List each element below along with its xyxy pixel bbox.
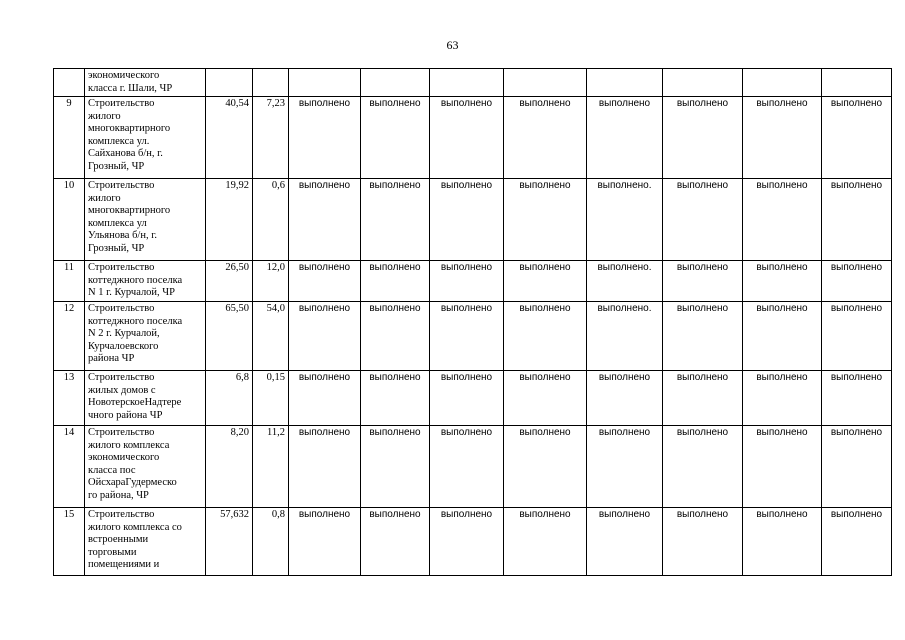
- status-cell: выполнено: [743, 302, 822, 371]
- value-1: 40,54: [206, 97, 253, 179]
- value-2: 12,0: [253, 261, 289, 302]
- status-cell: выполнено: [743, 371, 822, 426]
- status-cell: выполнено: [743, 261, 822, 302]
- table-row: [54, 371, 892, 426]
- status-cell: выполнено: [504, 302, 587, 371]
- row-number: 15: [54, 508, 85, 576]
- status-cell: выполнено: [822, 426, 892, 508]
- status-cell: выполнено.: [587, 302, 663, 371]
- object-name: [85, 97, 206, 179]
- status-cell: выполнено: [361, 371, 430, 426]
- status-cell: выполнено: [822, 508, 892, 576]
- program-table: [53, 68, 892, 576]
- status-cell: [663, 69, 743, 97]
- status-cell: выполнено: [822, 261, 892, 302]
- status-cell: выполнено: [430, 97, 504, 179]
- status-cell: выполнено: [504, 426, 587, 508]
- status-cell: выполнено: [504, 508, 587, 576]
- value-2: 0,6: [253, 179, 289, 261]
- status-cell: выполнено: [430, 508, 504, 576]
- status-cell: выполнено: [663, 371, 743, 426]
- status-cell: выполнено: [822, 371, 892, 426]
- status-cell: [822, 69, 892, 97]
- status-cell: выполнено: [289, 426, 361, 508]
- table-row: [54, 69, 892, 97]
- status-cell: выполнено: [504, 371, 587, 426]
- value-2: 0,8: [253, 508, 289, 576]
- table-row: [54, 179, 892, 261]
- status-cell: выполнено: [504, 97, 587, 179]
- status-cell: выполнено: [289, 371, 361, 426]
- status-cell: [361, 69, 430, 97]
- status-cell: выполнено: [743, 179, 822, 261]
- value-2: [253, 69, 289, 97]
- value-1: [206, 69, 253, 97]
- table-row: [54, 426, 892, 508]
- status-cell: выполнено: [361, 426, 430, 508]
- object-name: [85, 302, 206, 371]
- status-cell: [504, 69, 587, 97]
- value-1: 65,50: [206, 302, 253, 371]
- object-name: [85, 508, 206, 576]
- value-2: 11,2: [253, 426, 289, 508]
- status-cell: выполнено: [663, 261, 743, 302]
- value-1: 19,92: [206, 179, 253, 261]
- status-cell: выполнено: [361, 508, 430, 576]
- row-number: 10: [54, 179, 85, 261]
- value-2: 0,15: [253, 371, 289, 426]
- status-cell: [587, 69, 663, 97]
- status-cell: выполнено: [663, 508, 743, 576]
- value-1: 57,632: [206, 508, 253, 576]
- status-cell: выполнено: [289, 261, 361, 302]
- status-cell: выполнено: [361, 97, 430, 179]
- table-row: [54, 302, 892, 371]
- value-2: 7,23: [253, 97, 289, 179]
- object-name: [85, 179, 206, 261]
- object-name: [85, 371, 206, 426]
- status-cell: выполнено: [504, 179, 587, 261]
- row-number: 12: [54, 302, 85, 371]
- status-cell: выполнено.: [587, 261, 663, 302]
- status-cell: выполнено: [822, 302, 892, 371]
- status-cell: выполнено: [289, 302, 361, 371]
- status-cell: выполнено: [361, 302, 430, 371]
- status-cell: выполнено: [743, 426, 822, 508]
- value-1: 8,20: [206, 426, 253, 508]
- status-cell: выполнено: [587, 508, 663, 576]
- status-cell: выполнено: [743, 508, 822, 576]
- status-cell: [430, 69, 504, 97]
- table-row: [54, 261, 892, 302]
- object-name: [85, 69, 206, 97]
- status-cell: выполнено: [587, 97, 663, 179]
- row-number: 13: [54, 371, 85, 426]
- status-cell: выполнено: [587, 371, 663, 426]
- status-cell: [289, 69, 361, 97]
- status-cell: выполнено: [822, 179, 892, 261]
- status-cell: выполнено: [289, 179, 361, 261]
- object-name-text: Строительство жилого многоквартирного комплекса ул Ульянова б/н, г. Грозный, ЧР: [88, 180, 171, 254]
- status-cell: выполнено: [361, 261, 430, 302]
- status-cell: [743, 69, 822, 97]
- object-name-text: Строительство жилых домов с НовотерскоеНадтере чного района ЧР: [88, 372, 182, 421]
- status-cell: выполнено: [663, 97, 743, 179]
- status-cell: выполнено: [430, 179, 504, 261]
- page-number: 63: [446, 38, 459, 52]
- status-cell: выполнено: [663, 302, 743, 371]
- object-name-text: Строительство коттеджного поселка N 2 г. Курчалой, Курчалоевского района ЧР: [88, 303, 183, 365]
- value-1: 6,8: [206, 371, 253, 426]
- status-cell: выполнено: [430, 371, 504, 426]
- status-cell: выполнено: [822, 97, 892, 179]
- status-cell: выполнено: [504, 261, 587, 302]
- object-name-text: Строительство коттеджного поселка N 1 г. Курчалой, ЧР: [88, 262, 183, 299]
- table-row: [54, 508, 892, 576]
- status-cell: выполнено: [663, 426, 743, 508]
- object-name: [85, 261, 206, 302]
- status-cell: выполнено: [361, 179, 430, 261]
- status-cell: выполнено: [430, 302, 504, 371]
- status-cell: выполнено: [663, 179, 743, 261]
- object-name-text: Строительство жилого многоквартирного комплекса ул. Сайханова б/н, г. Грозный, ЧР: [88, 98, 171, 172]
- row-number: [54, 69, 85, 97]
- status-cell: выполнено: [430, 261, 504, 302]
- table-row: [54, 97, 892, 179]
- status-cell: выполнено: [289, 97, 361, 179]
- table-body: [54, 69, 892, 576]
- value-1: 26,50: [206, 261, 253, 302]
- status-cell: выполнено: [289, 508, 361, 576]
- object-name: [85, 426, 206, 508]
- row-number: 14: [54, 426, 85, 508]
- status-cell: выполнено: [743, 97, 822, 179]
- value-2: 54,0: [253, 302, 289, 371]
- status-cell: выполнено: [430, 426, 504, 508]
- object-name-text: экономического класса г. Шали, ЧР: [88, 70, 173, 94]
- status-cell: выполнено.: [587, 179, 663, 261]
- object-name-text: Строительство жилого комплекса экономического класса пос ОйсхараГудермеско го района, ЧР: [88, 427, 177, 501]
- row-number: 11: [54, 261, 85, 302]
- row-number: 9: [54, 97, 85, 179]
- status-cell: выполнено: [587, 426, 663, 508]
- object-name-text: Строительство жилого комплекса со встроенными торговыми помещениями и: [88, 509, 182, 571]
